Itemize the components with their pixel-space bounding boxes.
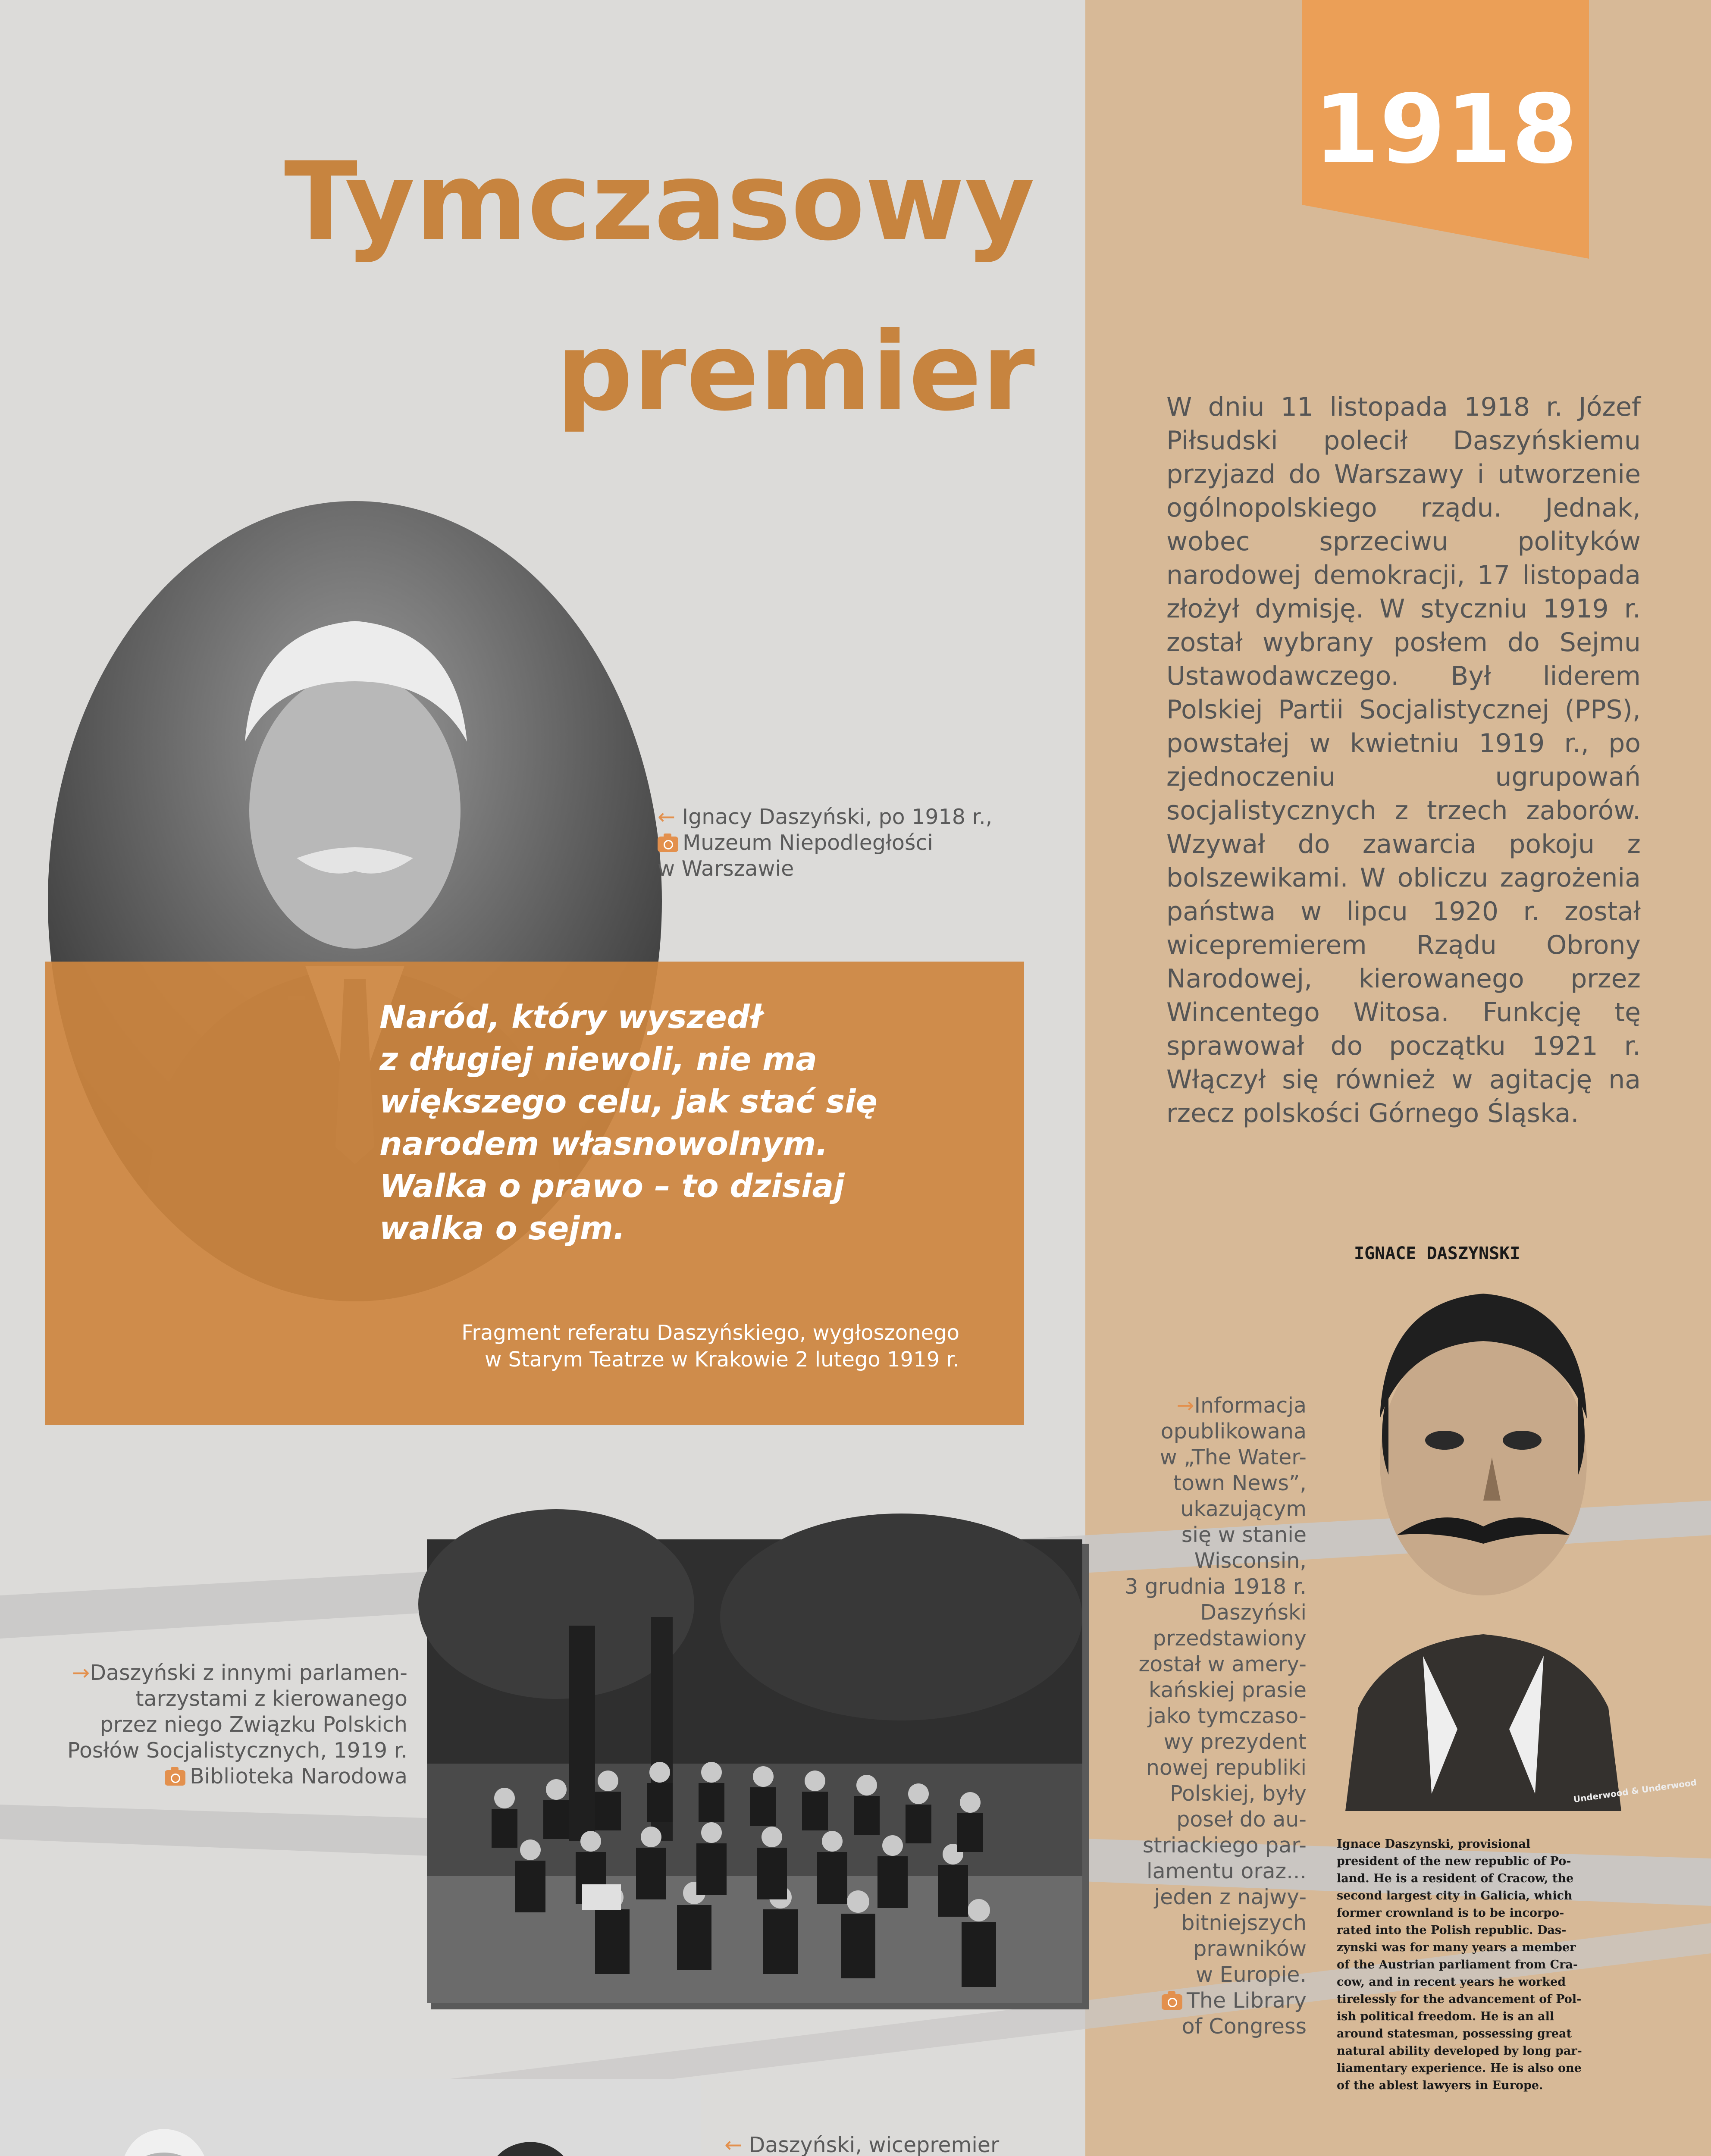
quote-line-6: walka o sejm. [379, 1210, 625, 1247]
article-line-2: president of the new republic of Po- [1337, 1855, 1571, 1868]
newspaper-caption-line-11: został w amery- [1138, 1652, 1307, 1677]
quote-source-line-2: w Starym Teatrze w Krakowie 2 lutego 1919 r. [485, 1348, 959, 1372]
newspaper-caption-line-25: of Congress [1181, 2014, 1307, 2039]
article-line-12: around statesman, possessing great [1337, 2027, 1572, 2040]
camera-icon [1162, 1994, 1182, 2010]
article-line-8: of the Austrian parliament from Cra- [1337, 1958, 1578, 1971]
camera-icon [658, 837, 678, 852]
newspaper-caption-line-13: jako tymczaso- [1147, 1704, 1307, 1728]
newspaper-caption-line-8: 3 grudnia 1918 r. [1125, 1574, 1307, 1599]
article-line-15: of the ablest lawyers in Europe. [1337, 2079, 1543, 2092]
group-caption-line-4: Posłów Socjalistycznych, 1919 r. [67, 1738, 407, 1763]
arrow-left-icon: ← [724, 2133, 743, 2156]
article-line-10: tirelessly for the advancement of Pol- [1337, 1993, 1582, 2006]
newspaper-caption-line-12: kańskiej prasie [1148, 1678, 1307, 1702]
newspaper-caption [1104, 1393, 1307, 2040]
article-line-14: liamentary experience. He is also one [1337, 2062, 1582, 2075]
year-label: 1918 [1313, 74, 1578, 185]
portrait-caption-line-3: w Warszawie [658, 856, 794, 881]
group-photo [427, 1539, 1089, 2009]
newspaper-caption-line-15: nowej republiki [1146, 1755, 1307, 1780]
quote-source-line-1: Fragment referatu Daszyńskiego, wygłoszonego [461, 1321, 959, 1345]
arrow-left-icon: ← [658, 805, 676, 829]
article-line-5: former crownland is to be incorpo- [1337, 1906, 1564, 1920]
duo-caption-line-1: Daszyński, wicepremier [749, 2133, 1000, 2156]
newspaper-caption-line-6: się w stanie [1181, 1523, 1307, 1547]
group-caption-line-2: tarzystami z kierowanego [135, 1686, 407, 1711]
body-text: W dniu 11 listopada 1918 r. Józef Piłsudski polecił Daszyńskiemu przyjazd do Warszawy i utworzenie ogólnopolskiego rządu. Jednak, wobec sprzeciwu polityków narodowej demokracji, 17 listopada złożył dymisję. W styczniu 1919 r. został wybrany posłem do Sejmu Ustawodawczego. Był liderem Polskiej Partii Socjalistycznej (PPS), powstałej w kwietniu 1919 r., po zjednoczeniu ugrupowań socjalistycznych z trzech zaborów. Wzywał do zawarcia pokoju z bolszewikami. W obliczu zagrożenia państwa w lipcu 1920 r. został wicepremierem Rządu Obrony Narodowej, kierowanego przez Wincentego Witosa. Funkcję tę sprawował do początku 1921 r. Włączył się również w agitację na rzecz polskości Górnego Śląska. [1166, 392, 1641, 1128]
duo-caption [724, 2132, 1069, 2156]
newspaper-caption-line-3: w „The Water- [1159, 1445, 1307, 1470]
portrait-caption [658, 804, 1003, 882]
article-line-11: ish political freedom. He is an all [1337, 2010, 1554, 2023]
newspaper-caption-line-23: w Europie. [1195, 1962, 1307, 1987]
quote-line-1: Naród, który wyszedł [379, 999, 762, 1036]
newspaper-headline: IGNACE DASZYNSKI [1354, 1244, 1520, 1263]
newspaper-caption-line-19: lamentu oraz... [1146, 1859, 1307, 1883]
article-line-9: cow, and in recent years he worked [1337, 1975, 1566, 1989]
newspaper-clipping [1319, 1233, 1698, 2104]
newspaper-photo-credit: Underwood & Underwood [1573, 1777, 1698, 1805]
duo-photo [0, 2079, 701, 2156]
newspaper-caption-line-21: bitniejszych [1181, 1911, 1307, 1935]
newspaper-caption-line-2: opublikowana [1160, 1419, 1307, 1444]
newspaper-caption-line-10: przedstawiony [1153, 1626, 1307, 1651]
quote-line-5: Walka o prawo – to dzisiaj [379, 1168, 845, 1205]
article-line-1: Ignace Daszynski, provisional [1337, 1837, 1531, 1851]
newspaper-caption-line-18: striackiego par- [1142, 1833, 1307, 1858]
newspaper-caption-line-9: Daszyński [1200, 1600, 1307, 1625]
article-line-4: second largest city in Galicia, which [1337, 1889, 1573, 1902]
title-line-1: Tymczasowy [284, 139, 1035, 264]
article-line-13: natural ability developed by long par- [1337, 2044, 1582, 2058]
arrow-right-icon: → [72, 1661, 90, 1685]
newspaper-caption-line-17: poseł do au- [1176, 1807, 1307, 1832]
group-caption-line-3: przez niego Związku Polskich [100, 1712, 407, 1737]
portrait-caption-line-2: Muzeum Niepodległości [683, 830, 934, 855]
portrait-caption-line-1: Ignacy Daszyński, po 1918 r., [682, 805, 993, 829]
newspaper-caption-line-5: ukazującym [1180, 1497, 1307, 1521]
article-line-7: zynski was for many years a member [1337, 1941, 1576, 1954]
camera-icon [165, 1770, 185, 1786]
quote-source [379, 1319, 959, 1373]
quote-line-3: większego celu, jak stać się [379, 1083, 877, 1120]
quote-text [379, 996, 940, 1250]
newspaper-caption-line-7: Wisconsin, [1194, 1548, 1307, 1573]
newspaper-caption-line-14: wy prezydent [1163, 1730, 1307, 1754]
title-line-2: premier [556, 309, 1035, 435]
newspaper-caption-line-1: Informacja [1194, 1393, 1307, 1418]
article-line-3: land. He is a resident of Cracow, the [1337, 1872, 1574, 1885]
newspaper-caption-line-24: The Library [1186, 1988, 1307, 2013]
arrow-right-icon: → [1176, 1393, 1194, 1418]
quote-line-2: z długiej niewoli, nie ma [379, 1041, 817, 1078]
group-caption-line-5: Biblioteka Narodowa [190, 1764, 407, 1789]
newspaper-caption-line-16: Polskiej, były [1170, 1781, 1307, 1806]
group-caption-line-1: Daszyński z innymi parlamen- [90, 1661, 407, 1685]
page-title [103, 116, 1035, 457]
group-caption [26, 1660, 407, 1789]
quote-line-4: narodem własnowolnym. [379, 1125, 828, 1163]
article-line-6: rated into the Polish republic. Das- [1337, 1924, 1567, 1937]
newspaper-caption-line-22: prawników [1193, 1937, 1307, 1961]
newspaper-caption-line-4: town News”, [1173, 1471, 1307, 1495]
newspaper-caption-line-20: jeden z najwy- [1154, 1885, 1307, 1909]
